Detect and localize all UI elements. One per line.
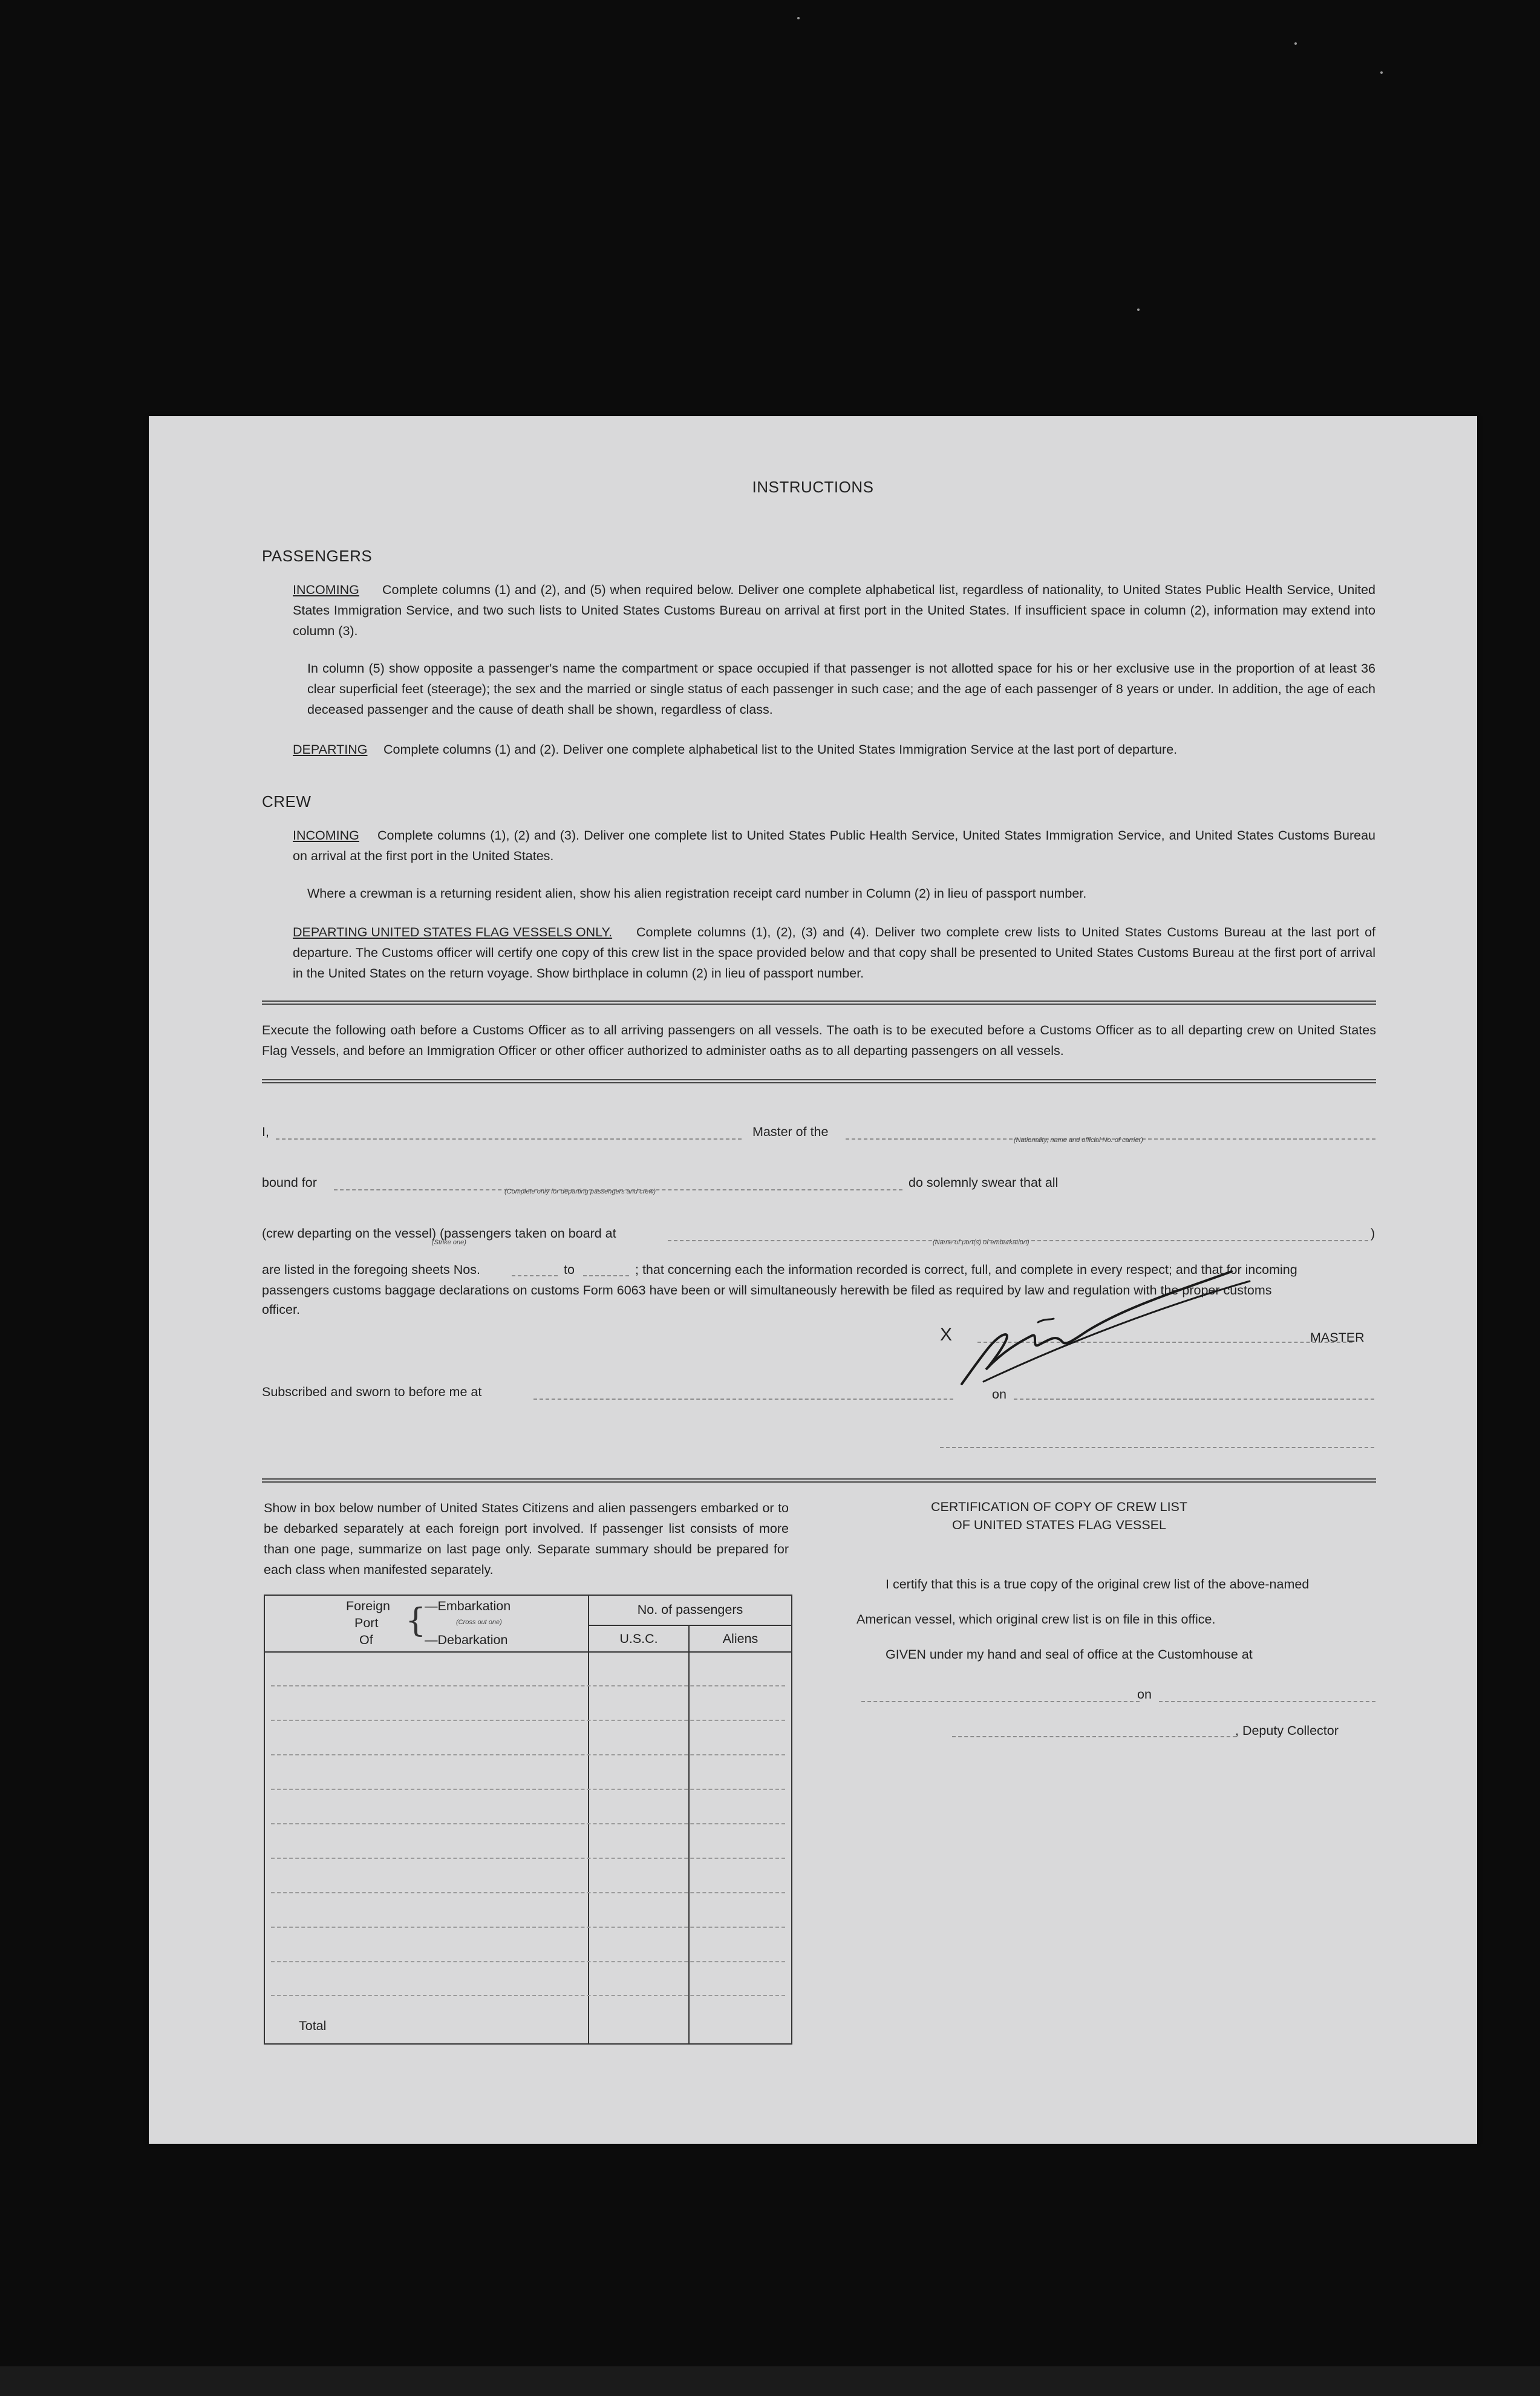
table-row[interactable] — [271, 1754, 785, 1755]
swear-text: do solemnly swear that all — [909, 1175, 1059, 1190]
strike-one-note: (Strike one) — [432, 1239, 466, 1246]
master-of-the-label: Master of the — [752, 1125, 829, 1139]
oath-intro-text: Execute the following oath before a Customs Officer as to all arriving passengers on all vessels. The oath is to be executed before a Customs Officer as to all departing crew on United States Flag Vessels, and before an Immigration Officer or other officer authorized to administer oaths as to all departing passengers on all vessels. — [262, 1023, 1376, 1058]
form-sheet — [149, 416, 1477, 2144]
table-row[interactable] — [271, 1789, 785, 1790]
divider — [262, 1079, 1376, 1083]
of-label: Of — [359, 1633, 373, 1647]
sworn-on-label: on — [992, 1387, 1007, 1402]
aliens-header: Aliens — [722, 1631, 759, 1646]
listed-text-a: are listed in the foregoing sheets Nos. — [262, 1262, 480, 1277]
oath-i-label: I, — [262, 1125, 269, 1139]
debarkation-label: —Debarkation — [425, 1633, 508, 1647]
certification-date-field[interactable] — [1159, 1701, 1375, 1702]
port-label: Port — [354, 1616, 379, 1630]
certification-title-line1: CERTIFICATION OF COPY OF CREW LIST — [930, 1500, 1188, 1514]
table-row[interactable] — [271, 1858, 785, 1859]
x-mark: X — [940, 1325, 953, 1345]
crew-departing-text: Complete columns (1), (2), (3) and (4). Deliver two complete crew lists to United States Customs Bureau at the last port of departure. The Customs officer will certify one copy of this crew list in the space provided below and that copy shall be presented to United States Customs Bureau at the first port of arrival in the United States on the return voyage. Show birthplace in column (2) in lieu of passport number. — [293, 925, 1375, 981]
ports-note: (Name of port(s) of embarkation) — [933, 1239, 1029, 1246]
close-paren: ) — [1371, 1226, 1375, 1241]
table-divider — [688, 1625, 690, 2043]
passengers-heading: PASSENGERS — [262, 547, 373, 565]
listed-text-c: passengers customs baggage declarations on customs Form 6063 have been or will simultaneously herewith be filed as required by law and regulation with the proper customs — [262, 1283, 1272, 1298]
certification-line2: American vessel, which original crew list is on file in this office. — [856, 1612, 1216, 1627]
table-row[interactable] — [271, 1685, 785, 1686]
passengers-departing-text: Complete columns (1) and (2). Deliver one complete alphabetical list to the United States Immigration Service at the last port of departure. — [383, 742, 1178, 757]
passenger-summary-table — [264, 1595, 792, 2045]
table-row[interactable] — [271, 1892, 785, 1893]
crew-incoming-label: INCOMING — [293, 828, 359, 843]
certification-line3: GIVEN under my hand and seal of office at the Customhouse at — [886, 1647, 1253, 1662]
table-row[interactable] — [271, 1961, 785, 1962]
bound-for-label: bound for — [262, 1175, 317, 1190]
certification-line1: I certify that this is a true copy of the original crew list of the above-named — [886, 1577, 1310, 1591]
sworn-date-field[interactable] — [1014, 1399, 1374, 1400]
page-title: INSTRUCTIONS — [752, 478, 874, 496]
foreign-label: Foreign — [346, 1599, 390, 1613]
total-label: Total — [299, 2019, 327, 2033]
table-row[interactable] — [271, 1927, 785, 1928]
master-signature — [947, 1263, 1262, 1396]
table-divider — [588, 1596, 589, 2043]
passengers-incoming-label: INCOMING — [293, 583, 359, 597]
table-row[interactable] — [271, 1720, 785, 1721]
sheet-from-field[interactable] — [512, 1275, 558, 1276]
nationality-note: (Nationality, name and official No. of carrier) — [1014, 1137, 1143, 1144]
subscribed-label: Subscribed and sworn to before me at — [262, 1385, 482, 1399]
dust-speck — [1294, 42, 1297, 45]
sheet-to-field[interactable] — [583, 1275, 629, 1276]
table-row[interactable] — [271, 1995, 785, 1996]
passengers-column5-text: In column (5) show opposite a passenger's name the compartment or space occupied if that passenger is not allotted space for his or her exclusive use in the proportion of at least 36 clear superficial feet (steerage); the sex and the married or single status of each passenger in such case; and the age of each passenger of 8 years or under. In addition, the age of each deceased passenger and the cause of death shall be shown, regardless of class. — [307, 661, 1375, 717]
listed-text-d: officer. — [262, 1302, 300, 1317]
scanner-bottom-band — [0, 2366, 1540, 2396]
customhouse-field[interactable] — [861, 1701, 1140, 1702]
sworn-place-field[interactable] — [533, 1399, 953, 1400]
dust-speck — [1137, 308, 1140, 311]
certification-on-label: on — [1137, 1687, 1152, 1702]
dust-speck — [1380, 71, 1383, 74]
divider — [262, 1001, 1376, 1005]
crew-incoming-text: Complete columns (1), (2) and (3). Deliver one complete list to United States Public Health Service, United States Immigration Service, and United States Customs Bureau on arrival at the first port in the United States. — [293, 828, 1375, 863]
crew-heading: CREW — [262, 792, 312, 811]
dust-speck — [797, 17, 800, 19]
complete-only-note: (Complete only for departing passengers and crew) — [504, 1188, 656, 1195]
deputy-collector-label: , Deputy Collector — [1235, 1723, 1339, 1738]
brace-icon: { — [405, 1601, 426, 1639]
officer-signature-field[interactable] — [940, 1447, 1374, 1448]
crew-resident-text: Where a crewman is a returning resident alien, show his alien registration receipt card number in Column (2) in lieu of passport number. — [307, 886, 1087, 901]
embarkation-label: —Embarkation — [425, 1599, 511, 1613]
certification-title-line2: OF UNITED STATES FLAG VESSEL — [951, 1518, 1167, 1532]
no-passengers-header: No. of passengers — [637, 1602, 743, 1617]
table-row[interactable] — [271, 1823, 785, 1824]
crew-passengers-text: (crew departing on the vessel) (passengers taken on board at — [262, 1226, 616, 1241]
passengers-departing-label: DEPARTING — [293, 742, 368, 757]
crew-departing-label: DEPARTING UNITED STATES FLAG VESSELS ONLY. — [293, 925, 613, 939]
deputy-signature-field[interactable] — [952, 1736, 1236, 1737]
divider — [262, 1478, 1376, 1483]
cross-out-note: (Cross out one) — [456, 1619, 502, 1626]
table-divider — [265, 1651, 791, 1653]
summary-instructions: Show in box below number of United States Citizens and alien passengers embarked or to be debarked separately at each foreign port involved. If passenger list consists of more than one page, summarize on last page only. Separate summary should be prepared for each class when manifested separately. — [264, 1501, 789, 1577]
table-divider — [588, 1625, 791, 1626]
to-label: to — [564, 1262, 575, 1277]
listed-text-b: ; that concerning each the information recorded is correct, full, and complete in every respect; and that for incoming — [635, 1262, 1297, 1277]
usc-header: U.S.C. — [619, 1631, 658, 1646]
master-label: MASTER — [1310, 1330, 1365, 1345]
master-name-field[interactable] — [276, 1138, 742, 1140]
passengers-incoming-text: Complete columns (1) and (2), and (5) when required below. Deliver one complete alphabetical list, regardless of nationality, to United States Public Health Service, United States Immigration Service, and two such lists to United States Customs Bureau on arrival at first port in the United States. If insufficient space in column (2), information may extend into column (3). — [293, 583, 1375, 638]
